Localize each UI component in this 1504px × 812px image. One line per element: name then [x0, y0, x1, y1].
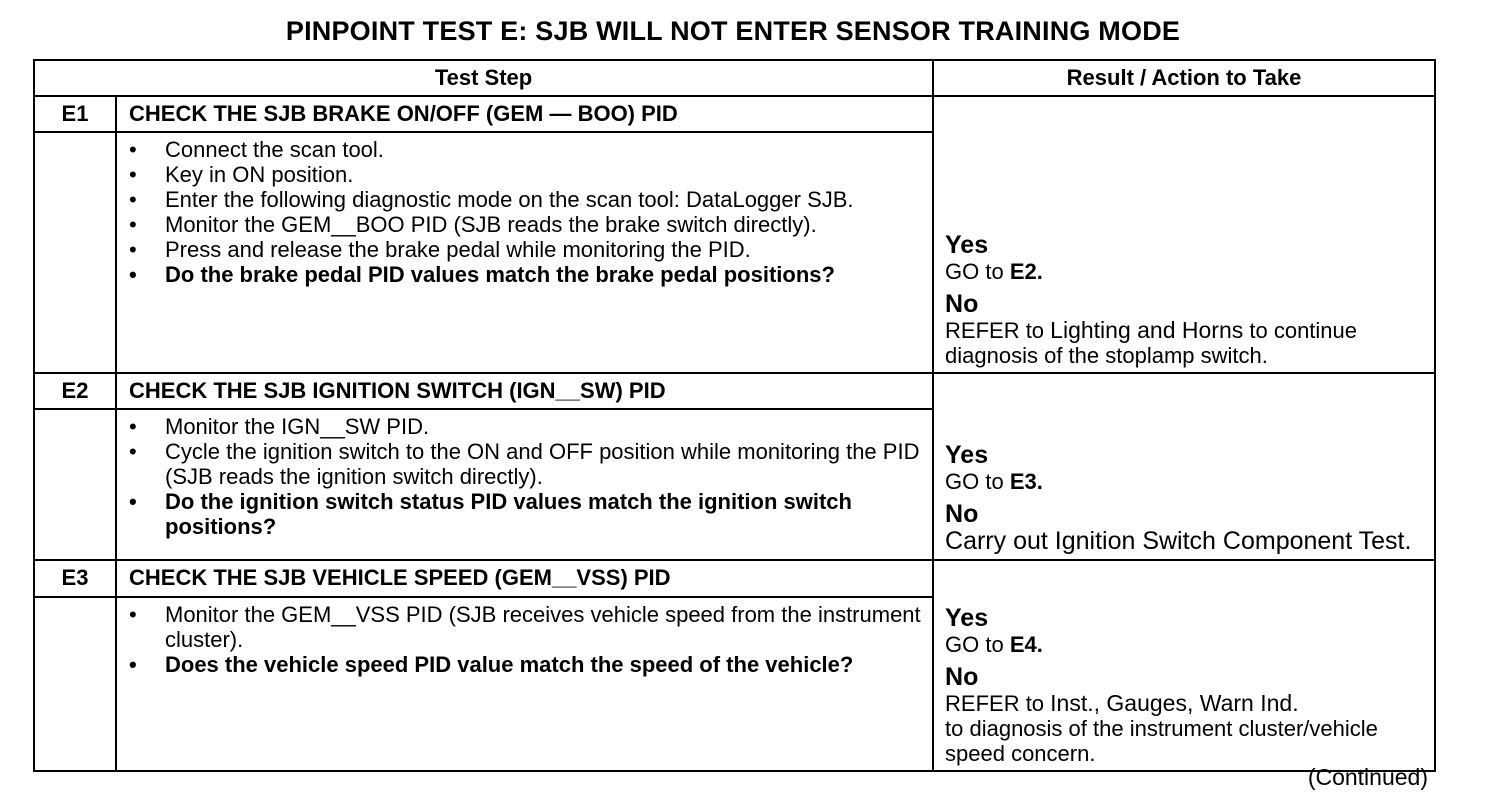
bullet-item: • Key in ON position.	[117, 162, 932, 187]
bullet-question: • Does the vehicle speed PID value match the speed of the vehicle?	[117, 652, 932, 677]
header-row	[34, 60, 1435, 96]
step-id: E1	[34, 96, 116, 132]
bullet-question: • Do the ignition switch status PID values match the ignition switch positions?	[117, 489, 932, 539]
step-id-spacer	[34, 409, 116, 560]
step-e1-title-row	[34, 96, 1435, 132]
step-e3-title-row	[34, 560, 1435, 597]
bullet-item: • Monitor the IGN__SW PID.	[117, 414, 932, 439]
bullet-item: • Monitor the GEM__BOO PID (SJB reads the brake switch directly).	[117, 212, 932, 237]
no-label: No	[945, 500, 979, 528]
continued-note: (Continued)	[1307, 764, 1428, 790]
step-id-spacer	[34, 132, 116, 373]
pinpoint-test-table	[33, 59, 1436, 772]
result-header: Result / Action to Take	[933, 60, 1435, 96]
no-reference: Lighting and Horns	[1050, 317, 1244, 343]
step-e3-result	[933, 560, 1435, 771]
yes-target: E3.	[1009, 469, 1043, 494]
bullet-item: • Enter the following diagnostic mode on the scan tool: DataLogger SJB.	[117, 187, 932, 212]
step-bullets	[117, 414, 932, 539]
step-title: CHECK THE SJB BRAKE ON/OFF (GEM — BOO) PID	[116, 96, 933, 132]
no-reference: Inst., Gauges, Warn Ind.	[1050, 690, 1299, 716]
step-bullets	[117, 137, 932, 287]
test-step-header: Test Step	[34, 60, 933, 96]
step-id: E3	[34, 560, 116, 597]
bullet-item: • Monitor the GEM__VSS PID (SJB receives vehicle speed from the instrument cluster).	[117, 602, 932, 652]
yes-text: GO to	[945, 632, 1004, 657]
no-prefix: REFER to	[945, 691, 1045, 716]
no-suffix: to diagnosis of the instrument cluster/vehicle speed concern.	[945, 716, 1378, 766]
bullet-item: • Press and release the brake pedal while monitoring the PID.	[117, 237, 932, 262]
yes-text: GO to	[945, 259, 1004, 284]
page-title: PINPOINT TEST E: SJB WILL NOT ENTER SENSOR TRAINING MODE	[285, 16, 1181, 46]
yes-target: E2.	[1009, 259, 1043, 284]
no-label: No	[945, 663, 979, 691]
step-e1-body	[116, 132, 933, 373]
step-id-spacer	[34, 597, 116, 771]
step-e2-title-row	[34, 373, 1435, 409]
step-id: E2	[34, 373, 116, 409]
yes-label: Yes	[945, 441, 989, 469]
yes-label: Yes	[945, 604, 989, 632]
no-label: No	[945, 290, 979, 318]
step-title: CHECK THE SJB VEHICLE SPEED (GEM__VSS) PID	[116, 560, 933, 597]
step-e1-result	[933, 96, 1435, 373]
bullet-item: • Connect the scan tool.	[117, 137, 932, 162]
no-suffix: to continue diagnosis of the stoplamp switch.	[945, 318, 1358, 368]
yes-text: GO to	[945, 469, 1004, 494]
step-e2-result	[933, 373, 1435, 560]
no-prefix: REFER to	[945, 318, 1045, 343]
yes-target: E4.	[1009, 632, 1043, 657]
step-title: CHECK THE SJB IGNITION SWITCH (IGN__SW) PID	[116, 373, 933, 409]
step-e2-body	[116, 409, 933, 560]
step-bullets	[117, 602, 932, 677]
bullet-item: • Cycle the ignition switch to the ON and OFF position while monitoring the PID (SJB reads the ignition switch directly).	[117, 439, 932, 489]
no-text: Carry out Ignition Switch Component Test.	[945, 527, 1412, 555]
yes-label: Yes	[945, 231, 989, 259]
bullet-question: • Do the brake pedal PID values match the brake pedal positions?	[117, 262, 932, 287]
step-e3-body	[116, 597, 933, 771]
